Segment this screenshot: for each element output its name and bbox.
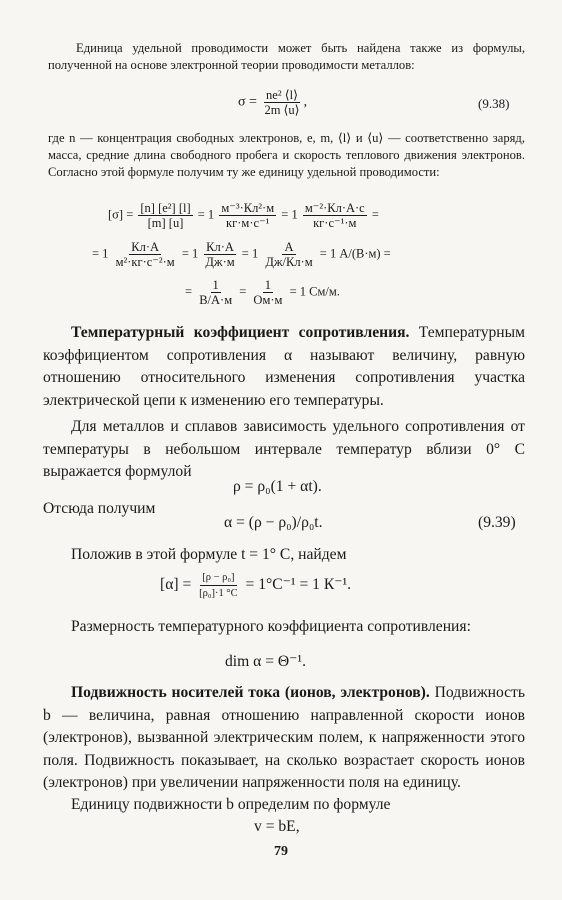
section-heading-temperature-coefficient: Температурный коэффициент сопротивления. — [71, 324, 410, 341]
page-number: 79 — [274, 844, 288, 859]
unit-derivation-line-1: [σ] = $\frac{\text{[n] [e²] [l]}}{[m] [u]}$ = 1 $\frac{\text{м⁻³·Кл²·м}}{\text{кг·м·с⁻¹}}$ = 1 $\frac{\text{м⁻²·Кл·А·с}}{\text{кг·с⁻¹·м}}$ = — [108, 201, 379, 230]
paragraph-mobility-unit: Единицу подвижности b определим по формуле — [71, 796, 391, 813]
formula-9-38: σ = $\frac{\text{ne² ⟨l⟩}}{2m ⟨u⟩}$ , — [238, 88, 308, 117]
equation-number-9-38: (9.38) — [478, 96, 510, 111]
formula-dim-alpha: dim α = Θ⁻¹. — [225, 653, 306, 670]
paragraph-hence: Отсюда получим — [43, 500, 156, 517]
formula-rho: ρ = ρ₀(1 + αt). — [233, 478, 322, 495]
section-heading-mobility: Подвижность носителей тока (ионов, электронов). — [71, 684, 430, 701]
paragraph-definitions: где n — концентрация свободных электронов, e, m, ⟨l⟩ и ⟨u⟩ — соответственно заряд, масса, средние длина свободного пробега и скорость теплового движения электронов. Согласно этой формуле получим ту же единицу удельной проводимости: — [48, 131, 525, 180]
paragraph-intro: Единица удельной проводимости может быть найдена также из формулы, полученной на основе электронной теории проводимости металлов: — [48, 41, 525, 73]
formula-9-39: α = (ρ − ρ₀)/ρ₀t. — [224, 514, 323, 531]
paragraph-setting-t: Положив в этой формуле t = 1° С, найдем — [71, 546, 347, 563]
paragraph-dimension: Размерность температурного коэффициента сопротивления: — [71, 618, 471, 635]
unit-derivation-line-3: = $\frac{1}{В/А\cdot м}$ = $\frac{1}{Ом\cdot м}$ = 1 См/м. — [185, 278, 340, 307]
equation-number-9-39: (9.39) — [478, 514, 516, 531]
paragraph-temperature-coefficient: Температурный коэффициент сопротивления. Температурным коэффициентом сопротивления α называют величину, равную отношению относительного изменения сопротивления участка электрической цепи к изменению его температуры. — [43, 324, 525, 409]
paragraph-mobility: Подвижность носителей тока (ионов, электронов). Подвижность b — величина, равная отношению направленной скорости ионов (электронов), вызванной электрическим полем, к напряженности этого поля. Подвижность показывает, на сколько возрастает скорость ионов (электронов) при увеличении напряженности поля на единицу. — [43, 684, 525, 792]
unit-derivation-line-2: = 1 $\frac{Кл\cdot А}{\text{м²·кг·с⁻²·м}}$ = 1 $\frac{Кл\cdot А}{Дж\cdot м}$ = 1 $\frac{А}{Дж/Кл\cdot м}$ = 1 А/(В·м) = — [92, 240, 391, 269]
formula-alpha-unit: [α] = $\frac{\text{[ρ − ρ₀]}}{\text{[ρ₀]·1 °С}}$ = 1°С⁻¹ = 1 К⁻¹. — [160, 572, 352, 599]
formula-v-bE: v = bE, — [254, 818, 300, 835]
paragraph-metals-alloys: Для металлов и сплавов зависимость удельного сопротивления от температуры в небольшом интервале температур вблизи 0° С выражается формулой — [43, 418, 525, 481]
